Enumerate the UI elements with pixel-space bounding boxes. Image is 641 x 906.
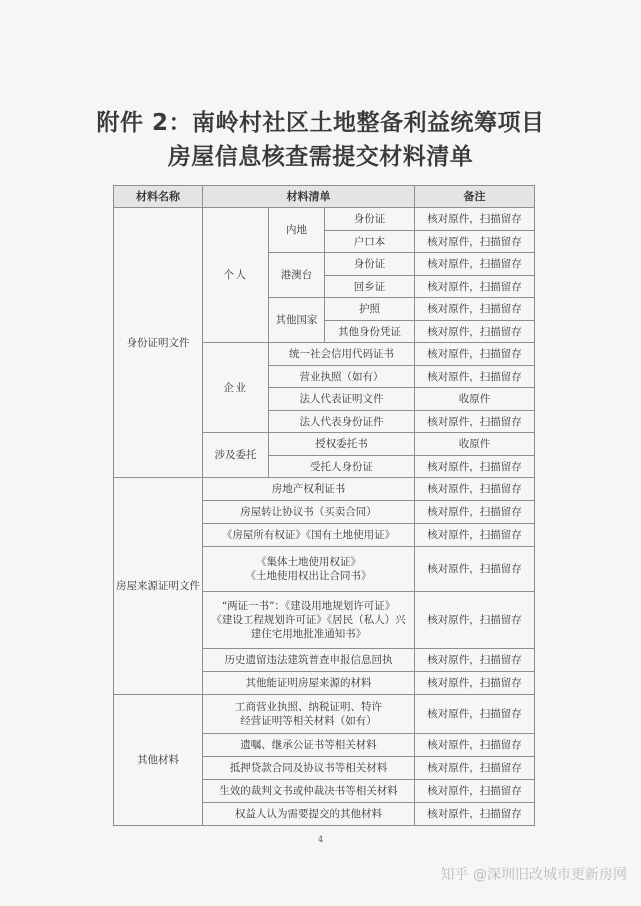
item-mortgage: 抵押贷款合同及协议书等相关材料: [203, 757, 415, 780]
remark: 核对原件，扫描留存: [415, 298, 535, 321]
remark: 核对原件，扫描留存: [415, 478, 535, 501]
subcategory-personal: 个人: [203, 208, 269, 343]
item-line: 《土地使用权出让合同书》: [245, 570, 372, 582]
category-identity: 身份证明文件: [114, 208, 203, 478]
table-row: [114, 695, 535, 734]
item-line: 经营证明等相关材料（如有）: [240, 715, 377, 727]
item-power-of-attorney: 授权委托书: [269, 433, 415, 456]
item-other-id: 其他身份凭证: [325, 321, 415, 343]
item-legal-rep-proof: 法人代表证明文件: [269, 388, 415, 411]
item-id-card: 身份证: [325, 253, 415, 276]
remark: 核对原件，扫描留存: [415, 757, 535, 780]
item-line: 建住宅用地批准通知书》: [250, 628, 367, 640]
remark: 核对原件，扫描留存: [415, 456, 535, 478]
header-remarks: 备注: [415, 186, 535, 208]
remark: 收原件: [415, 433, 535, 456]
remark: 核对原件，扫描留存: [415, 734, 535, 757]
subcategory-enterprise: 企业: [203, 343, 269, 433]
item-other-source: 其他能证明房屋来源的材料: [203, 672, 415, 695]
remark: 核对原件，扫描留存: [415, 276, 535, 298]
item-will-inheritance: 遗嘱、继承公证书等相关材料: [203, 734, 415, 757]
header-material-name: 材料名称: [114, 186, 203, 208]
group-mainland: 内地: [269, 208, 325, 253]
table-row: [114, 208, 535, 231]
category-other: 其他材料: [114, 695, 203, 826]
remark: 核对原件，扫描留存: [415, 672, 535, 695]
remark: 核对原件，扫描留存: [415, 780, 535, 803]
item-transfer-agreement: 房屋转让协议书（买卖合同）: [203, 501, 415, 524]
item-business-license: 营业执照（如有）: [269, 366, 415, 388]
item-home-return-permit: 回乡证: [325, 276, 415, 298]
item-legal-rep-id: 法人代表身份证件: [269, 411, 415, 433]
remark: 核对原件，扫描留存: [415, 321, 535, 343]
remark: 核对原件，扫描留存: [415, 695, 535, 734]
remark: 核对原件，扫描留存: [415, 592, 535, 649]
item-historical-receipt: 历史遗留违法建筑普查申报信息回执: [203, 649, 415, 672]
remark: 核对原件，扫描留存: [415, 343, 535, 366]
item-household-register: 户口本: [325, 231, 415, 253]
item-trustee-id: 受托人身份证: [269, 456, 415, 478]
remark: 核对原件，扫描留存: [415, 803, 535, 826]
remark: 核对原件，扫描留存: [415, 501, 535, 524]
item-ownership-land-cert: 《房屋所有权证》《国有土地使用证》: [203, 524, 415, 547]
category-source: 房屋来源证明文件: [114, 478, 203, 695]
remark: 核对原件，扫描留存: [415, 547, 535, 592]
remark: 核对原件，扫描留存: [415, 411, 535, 433]
header-material-list: 材料清单: [203, 186, 415, 208]
remark: 核对原件，扫描留存: [415, 366, 535, 388]
item-collective-land: [203, 547, 415, 592]
item-credit-code: 统一社会信用代码证书: [269, 343, 415, 366]
table-header-row: [114, 186, 535, 208]
item-passport: 护照: [325, 298, 415, 321]
item-line: “两证一书”：《建设用地规划许可证》: [221, 600, 396, 612]
document-title-line-2: 房屋信息核查需提交材料清单: [167, 144, 474, 170]
group-hkmo: 港澳台: [269, 253, 325, 298]
remark: 核对原件，扫描留存: [415, 231, 535, 253]
remark: 核对原件，扫描留存: [415, 253, 535, 276]
table-row: [114, 478, 535, 501]
group-other-country: 其他国家: [269, 298, 325, 343]
remark: 核对原件，扫描留存: [415, 649, 535, 672]
remark: 核对原件，扫描留存: [415, 208, 535, 231]
item-id-card: 身份证: [325, 208, 415, 231]
item-property-certificate: 房地产权利证书: [203, 478, 415, 501]
item-judgment: 生效的裁判文书或仲裁决书等相关材料: [203, 780, 415, 803]
watermark: 知乎 @深圳旧改城市更新房网: [440, 867, 627, 883]
remark: 核对原件，扫描留存: [415, 524, 535, 547]
subcategory-delegation: 涉及委托: [203, 433, 269, 478]
item-line: 《集体土地使用权证》: [256, 556, 361, 568]
page-number: 4: [317, 835, 324, 844]
item-other-materials: 权益人认为需要提交的其他材料: [203, 803, 415, 826]
document-title-line-1: 附件 2：南岭村社区土地整备利益统筹项目: [96, 110, 545, 136]
item-line: 工商营业执照、纳税证明、特许: [235, 701, 382, 713]
item-two-certs-one-book: [203, 592, 415, 649]
materials-table: [113, 185, 535, 826]
remark: 收原件: [415, 388, 535, 411]
item-line: 《建设工程规划许可证》《居民（私人）兴: [211, 614, 406, 626]
item-business-tax: [203, 695, 415, 734]
